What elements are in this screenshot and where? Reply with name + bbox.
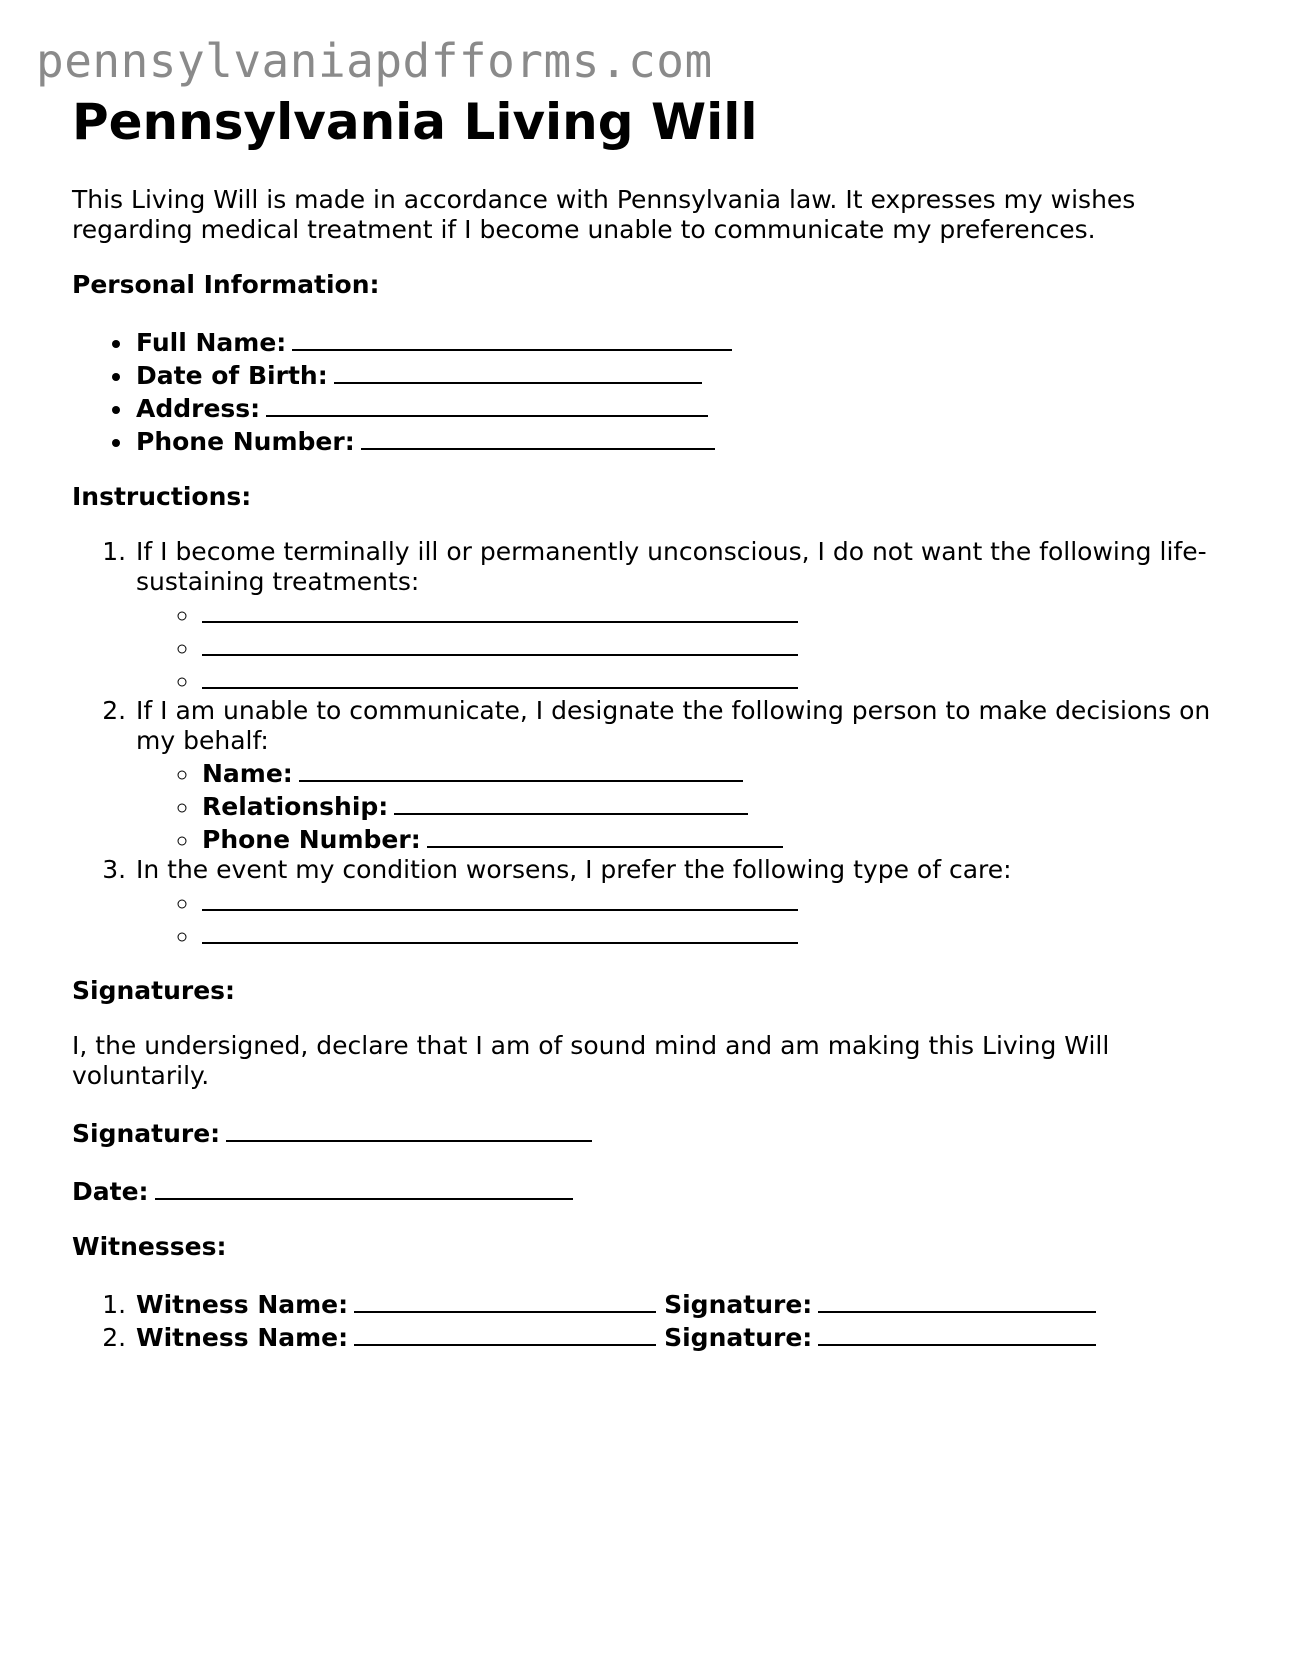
witness-1-name-field[interactable]: [354, 1287, 656, 1313]
phone-number-field[interactable]: [361, 424, 715, 450]
witness-item-2: [134, 1320, 1232, 1353]
watermark: pennsylvaniapdfforms.com: [36, 34, 713, 88]
address-field[interactable]: [266, 391, 708, 417]
instruction-item-1: [134, 537, 1232, 696]
witness-1-name-label: Witness Name:: [136, 1290, 349, 1319]
intro-paragraph: This Living Will is made in accordance with Pennsylvania law. It expresses my wishes regarding medical treatment if I become unable to communicate my preferences.: [72, 185, 1136, 244]
treatment-field-2[interactable]: [202, 630, 798, 656]
full-name-item: [134, 325, 1232, 358]
signature-line: [72, 1116, 1232, 1149]
instruction-3-text: In the event my condition worsens, I prefer the following type of care:: [136, 855, 1012, 884]
signature-label: Signature:: [72, 1119, 221, 1148]
instruction-2-text: If I am unable to communicate, I designate the following person to make decisions on my behalf:: [136, 696, 1211, 755]
designee-name-item: [200, 756, 1232, 789]
signatures-heading: Signatures:: [72, 976, 236, 1005]
document-page: [72, 92, 1232, 1353]
witness-1-signature-label: Signature:: [664, 1290, 813, 1319]
date-label: Date:: [72, 1177, 149, 1206]
treatment-line-2: [200, 630, 1232, 663]
instruction-1-text: If I become terminally ill or permanently unconscious, I do not want the following life-sustaining treatments:: [136, 537, 1207, 596]
treatment-field-1[interactable]: [202, 597, 798, 623]
date-line: [72, 1174, 1232, 1207]
instruction-item-2: [134, 696, 1232, 855]
designee-name-label: Name:: [202, 759, 293, 788]
care-preferences-list: [136, 885, 1232, 951]
instructions-heading: Instructions:: [72, 482, 252, 511]
instruction-item-3: [134, 855, 1232, 951]
address-item: [134, 391, 1232, 424]
designee-relationship-label: Relationship:: [202, 792, 389, 821]
designee-relationship-field[interactable]: [394, 789, 748, 815]
treatment-line-3: [200, 663, 1232, 696]
witness-1-signature-field[interactable]: [818, 1287, 1096, 1313]
date-of-birth-label: Date of Birth:: [136, 361, 328, 390]
witnesses-list: [72, 1287, 1232, 1353]
designee-phone-item: [200, 822, 1232, 855]
treatment-line-1: [200, 597, 1232, 630]
witness-2-signature-field[interactable]: [818, 1320, 1096, 1346]
treatments-list: [136, 597, 1232, 696]
designee-relationship-item: [200, 789, 1232, 822]
date-of-birth-field[interactable]: [334, 358, 702, 384]
address-label: Address:: [136, 394, 261, 423]
date-field[interactable]: [155, 1174, 573, 1200]
care-line-1: [200, 885, 1232, 918]
care-field-2[interactable]: [202, 918, 798, 944]
treatment-field-3[interactable]: [202, 663, 798, 689]
designee-list: [136, 756, 1232, 855]
witness-2-name-label: Witness Name:: [136, 1323, 349, 1352]
witness-2-signature-label: Signature:: [664, 1323, 813, 1352]
full-name-label: Full Name:: [136, 328, 287, 357]
designee-phone-label: Phone Number:: [202, 825, 421, 854]
phone-number-item: [134, 424, 1232, 457]
document-title: Pennsylvania Living Will: [72, 93, 758, 151]
personal-information-list: [72, 325, 1232, 457]
witness-item-1: [134, 1287, 1232, 1320]
care-line-2: [200, 918, 1232, 951]
witnesses-heading: Witnesses:: [72, 1232, 227, 1261]
declaration-text: I, the undersigned, declare that I am of sound mind and am making this Living Will voluntarily.: [72, 1031, 1110, 1090]
witness-2-name-field[interactable]: [354, 1320, 656, 1346]
signature-field[interactable]: [226, 1116, 592, 1142]
phone-number-label: Phone Number:: [136, 427, 355, 456]
personal-information-heading: Personal Information:: [72, 270, 380, 299]
designee-phone-field[interactable]: [427, 822, 783, 848]
instructions-list: [72, 537, 1232, 951]
designee-name-field[interactable]: [299, 756, 743, 782]
full-name-field[interactable]: [292, 325, 732, 351]
care-field-1[interactable]: [202, 885, 798, 911]
date-of-birth-item: [134, 358, 1232, 391]
